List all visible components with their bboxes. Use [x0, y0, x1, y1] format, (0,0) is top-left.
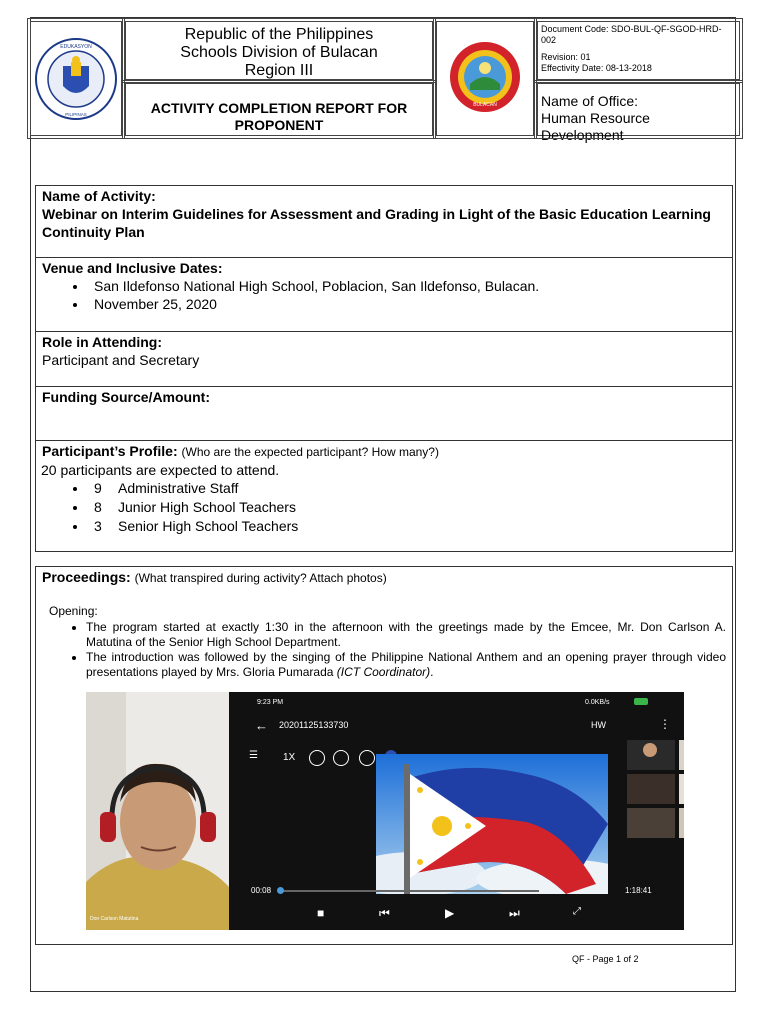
date-item: • November 25, 2020 [88, 295, 726, 313]
play-icon[interactable]: ▶ [445, 906, 455, 920]
equalizer-icon[interactable]: ☰ [249, 750, 258, 761]
funding-label: Funding Source/Amount: [42, 389, 210, 405]
participant-tile [679, 740, 684, 770]
network-speed: 0.0KB/s [585, 699, 610, 706]
profile-note: (Who are the expected participant? How many?) [181, 445, 439, 459]
elapsed-time: 00:08 [251, 886, 272, 895]
more-icon[interactable]: ⋮ [659, 717, 671, 731]
seek-bar[interactable] [279, 890, 539, 892]
venue-list [42, 277, 726, 313]
participant-grid [627, 740, 684, 872]
screen-icon[interactable] [309, 750, 325, 766]
rotate-icon[interactable] [359, 750, 375, 766]
proceedings-label: Proceedings: [42, 569, 131, 585]
doc-code: Document Code: SDO-BUL-QF-SGOD-HRD-002 [541, 24, 722, 45]
file-name: 20201125133730 [279, 720, 349, 730]
profile-item: • 3 Senior High School Teachers [88, 517, 726, 536]
document-header [26, 19, 742, 143]
clock-text: 9:23 PM [257, 699, 284, 706]
office-name: Human Resource Development [541, 110, 650, 143]
profile-item: • 9 Administrative Staff [88, 479, 726, 498]
document-info [537, 21, 740, 80]
venue-label: Venue and Inclusive Dates: [42, 260, 223, 276]
participant-tile [679, 808, 684, 838]
profile-summary: 20 participants are expected to attend. [41, 462, 280, 478]
lock-icon[interactable]: ■ [317, 906, 325, 920]
next-icon[interactable]: ⏭ [509, 906, 520, 920]
opening-item-1: • The program started at exactly 1:30 in the afternoon with the greetings made by the Emcee, Mr. Don Carlson A. Matutina of the Senior High School Department. [86, 620, 726, 650]
opening-label: Opening: [49, 604, 98, 618]
revision: Revision: 01 [541, 52, 591, 62]
opening-list [42, 620, 726, 680]
participant-tile [627, 740, 675, 770]
venue-section [35, 257, 733, 332]
office-label: Name of Office: [541, 93, 639, 109]
activity-label: Name of Activity: [42, 188, 156, 204]
effectivity-date: Effectivity Date: 08-13-2018 [541, 63, 652, 73]
participant-photo-icon [86, 692, 229, 930]
previous-icon[interactable]: ⏮ [379, 906, 390, 920]
division-text: Schools Division of Bulacan [180, 44, 378, 61]
deped-logo-cell [30, 21, 122, 136]
profile-label: Participant’s Profile: [42, 443, 178, 459]
republic-text: Republic of the Philippines [184, 26, 374, 43]
quality-badge: HW [591, 720, 606, 730]
svg-text:PILIPINAS: PILIPINAS [65, 112, 87, 117]
duration-time: 1:18:41 [625, 886, 652, 895]
role-label: Role in Attending: [42, 334, 163, 350]
back-arrow-icon[interactable]: ← [255, 718, 268, 733]
proceedings-note: (What transpired during activity? Attach photos) [134, 571, 387, 585]
participant-tile [679, 774, 684, 804]
bulacan-logo-cell [436, 21, 534, 136]
deped-seal-icon [33, 36, 119, 122]
report-title: ACTIVITY COMPLETION REPORT FOR PROPONENT [125, 83, 433, 136]
activity-value: Webinar on Interim Guidelines for Assessment and Grading in Light of the Basic Education Learning Continuity Plan [42, 206, 711, 240]
status-bar [229, 692, 684, 712]
profile-section [35, 440, 733, 552]
activity-section [35, 185, 733, 258]
role-section [35, 331, 733, 387]
region-text: Region III [244, 62, 314, 79]
phone-screen [229, 692, 684, 930]
role-value: Participant and Secretary [42, 352, 200, 368]
profile-list [42, 479, 726, 536]
video-toolbar [229, 716, 684, 738]
opening-item-2: • The introduction was followed by the singing of the Philippine National Anthem and an opening prayer through video presentations played by Mrs. Gloria Pumarada (ICT Coordinator). [86, 650, 726, 680]
webcam-panel [86, 692, 229, 930]
avatar [643, 743, 657, 757]
webinar-screenshot [86, 692, 684, 930]
battery-icon [634, 698, 648, 705]
flag-video-frame [376, 754, 608, 894]
participant-name-tag: Don Carlson Matutina [90, 916, 139, 922]
headphones-icon[interactable] [333, 750, 349, 766]
venue-item: • San Ildefonso National High School, Poblacion, San Ildefonso, Bulacan. [88, 277, 726, 295]
seek-handle[interactable] [277, 887, 284, 894]
agency-title [125, 21, 433, 80]
svg-text:BULACAN: BULACAN [473, 102, 497, 108]
bulacan-seal-icon [448, 40, 522, 114]
svg-text:EDUKASYON: EDUKASYON [60, 44, 92, 50]
page-footer: QF - Page 1 of 2 [572, 954, 639, 964]
participant-tile [627, 774, 675, 804]
funding-section [35, 386, 733, 441]
speed-label[interactable]: 1X [283, 752, 296, 763]
office-info [537, 83, 740, 143]
profile-item: • 8 Junior High School Teachers [88, 498, 726, 517]
fullscreen-icon[interactable]: ⤢ [573, 906, 581, 917]
participant-tile [627, 808, 675, 838]
